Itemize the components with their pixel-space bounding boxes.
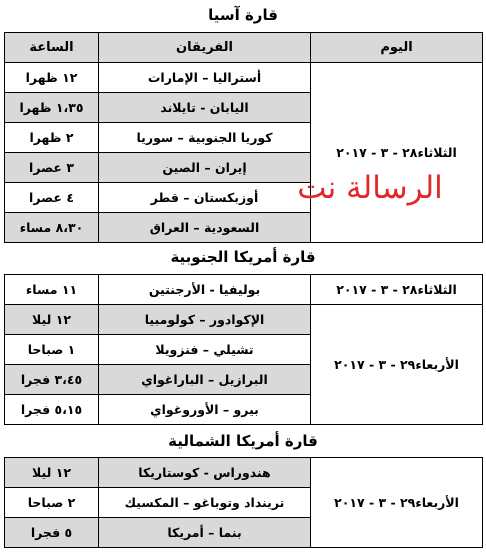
watermark-text: الرسالة نت [297, 170, 443, 206]
asia-title: قارة آسيا [208, 6, 278, 24]
match-cell: كوريا الجنوبية – سوريا [99, 123, 311, 153]
time-cell: ٤ عصرا [5, 183, 99, 213]
time-cell: ١ صباحا [5, 335, 99, 365]
north-america-title: قارة أمريكا الشمالية [168, 432, 318, 450]
table-row [5, 305, 483, 335]
match-cell: أوزبكستان – قطر [99, 183, 311, 213]
north-america-table [4, 457, 483, 548]
time-cell: ١٢ ظهرا [5, 63, 99, 93]
match-cell: أستراليا – الإمارات [99, 63, 311, 93]
time-cell: ٢ صباحا [5, 488, 99, 518]
match-cell: السعودية – العراق [99, 213, 311, 243]
match-cell: الإكوادور – كولومبيا [99, 305, 311, 335]
header-teams: الفريقان [99, 33, 311, 63]
match-cell: هندوراس - كوستاريكا [99, 458, 311, 488]
time-cell: ١١ مساء [5, 275, 99, 305]
match-cell: بنما – أمريكا [99, 518, 311, 548]
match-cell: بوليفيا - الأرجنتين [99, 275, 311, 305]
asia-table [4, 32, 483, 243]
match-cell: بيرو – الأوروغواي [99, 395, 311, 425]
day-cell: الأربعاء٢٩ - ٣ - ٢٠١٧ [311, 305, 483, 425]
header-day: اليوم [311, 33, 483, 63]
time-cell: ٥ فجرا [5, 518, 99, 548]
table-header-row [5, 33, 483, 63]
time-cell: ١٢ ليلا [5, 305, 99, 335]
south-america-table [4, 274, 483, 425]
table-row [5, 458, 483, 488]
time-cell: ٥،١٥ فجرا [5, 395, 99, 425]
time-cell: ٨،٣٠ مساء [5, 213, 99, 243]
time-cell: ١،٣٥ ظهرا [5, 93, 99, 123]
match-cell: إيران – الصين [99, 153, 311, 183]
match-cell: تشيلي – فنزويلا [99, 335, 311, 365]
match-cell: ترينداد وتوباغو – المكسيك [99, 488, 311, 518]
time-cell: ٣،٤٥ فجرا [5, 365, 99, 395]
time-cell: ٣ عصرا [5, 153, 99, 183]
time-cell: ٢ ظهرا [5, 123, 99, 153]
table-row [5, 275, 483, 305]
match-cell: اليابان - تايلاند [99, 93, 311, 123]
day-cell: الثلاثاء٢٨ - ٣ - ٢٠١٧ [311, 275, 483, 305]
table-row [5, 63, 483, 93]
header-time: الساعة [5, 33, 99, 63]
day-cell: الأربعاء٢٩ - ٣ - ٢٠١٧ [311, 458, 483, 548]
day-cell: الثلاثاء٢٨ - ٣ - ٢٠١٧ [311, 63, 483, 243]
south-america-title: قارة أمريكا الجنوبية [170, 248, 316, 266]
match-cell: البرازيل – الباراغواي [99, 365, 311, 395]
time-cell: ١٢ ليلا [5, 458, 99, 488]
